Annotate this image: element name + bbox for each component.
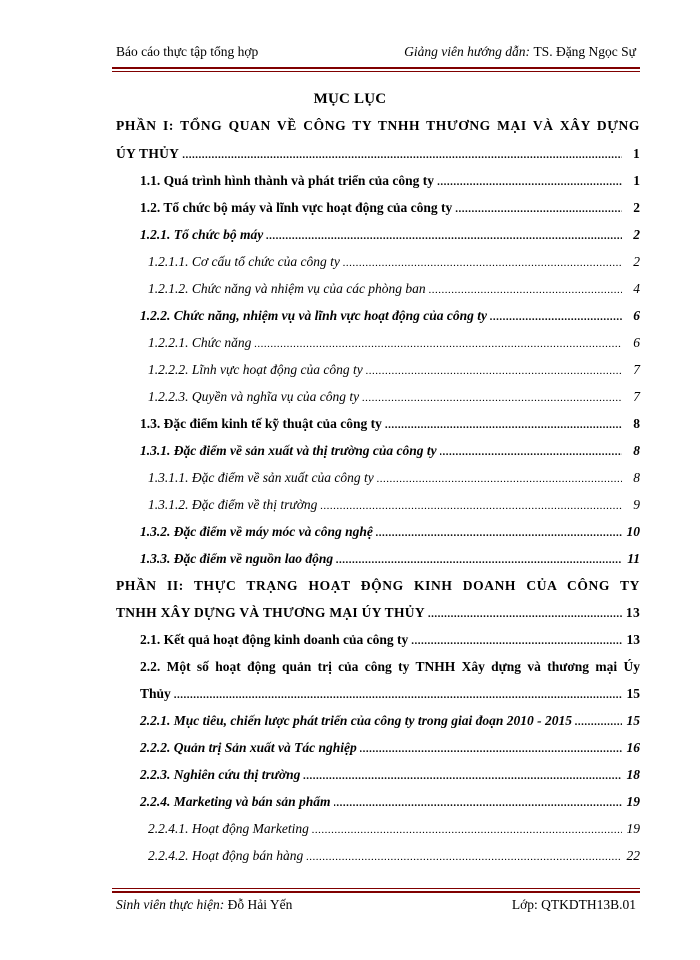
- entry-page-number: 4: [633, 281, 640, 296]
- toc-entry-1-3-1-1: [148, 470, 640, 490]
- entry-page-number: 11: [627, 551, 640, 566]
- leader-dots: [377, 473, 622, 485]
- entry-title: 1.3.1.2. Đặc điểm về thị trường: [148, 497, 318, 512]
- footer-rule: [112, 891, 640, 893]
- entry-page-number: 2: [633, 200, 640, 215]
- student-name: Đỗ Hải Yến: [227, 897, 293, 912]
- leader-dots: [254, 338, 622, 350]
- entry-page-number: 10: [626, 524, 640, 539]
- entry-title: 1.2.2.2. Lĩnh vực hoạt động của công ty: [148, 362, 363, 377]
- footer-rule-thin: [112, 888, 640, 889]
- leader-dots: [303, 770, 622, 782]
- entry-page-number: 13: [625, 605, 640, 620]
- entry-page-number: 6: [633, 335, 640, 350]
- entry-title: 2.2.4.2. Hoạt động bán hàng: [148, 848, 304, 863]
- entry-title: 2.1. Kết quả hoạt động kinh doanh của công ty: [140, 632, 409, 647]
- supervisor-name: TS. Đặng Ngọc Sự: [533, 44, 636, 59]
- entry-page-number: 16: [626, 740, 640, 755]
- entry-title: 1.2.2. Chức năng, nhiệm vụ và lĩnh vực hoạt động của công ty: [140, 308, 487, 323]
- toc-entry-1-3-3: [140, 551, 640, 571]
- toc-entry-2-2-1: [140, 713, 640, 733]
- toc-entry-2-2-cont: [140, 686, 640, 706]
- entry-page-number: 6: [633, 308, 640, 323]
- leader-dots: [334, 797, 622, 809]
- toc-entry-2-2-2: [140, 740, 640, 760]
- header-rule-thin: [112, 71, 640, 72]
- entry-page-number: 19: [626, 821, 640, 836]
- entry-title: 1.2.1. Tổ chức bộ máy: [140, 227, 264, 242]
- entry-page-number: 15: [626, 713, 640, 728]
- entry-page-number: 7: [633, 362, 640, 377]
- leader-dots: [174, 689, 622, 701]
- entry-page-number: 13: [626, 632, 640, 647]
- report-title: Báo cáo thực tập tổng hợp: [116, 44, 259, 59]
- entry-page-number: 22: [626, 848, 640, 863]
- student-info: [116, 897, 292, 913]
- leader-dots: [575, 716, 622, 728]
- toc-entry-1-1: [140, 173, 640, 193]
- toc-entry-1-3-1: [140, 443, 640, 463]
- entry-title: 1.3.1. Đặc điểm về sản xuất và thị trường của công ty: [140, 443, 437, 458]
- toc-entry-2-2-4-2: [148, 848, 640, 868]
- entry-page-number: 1: [632, 146, 640, 161]
- entry-title: 1.3.2. Đặc điểm về máy móc và công nghệ: [140, 524, 373, 539]
- entry-title: 1.2.1.1. Cơ cấu tổ chức của công ty: [148, 254, 340, 269]
- entry-title: 2.2.4. Marketing và bán sản phẩm: [140, 794, 331, 809]
- class-code: Lớp: QTKDTH13B.01: [511, 897, 636, 912]
- entry-page-number: 2: [633, 227, 640, 242]
- toc-entry-1-2-1: [140, 227, 640, 247]
- leader-dots: [266, 230, 622, 242]
- supervisor-label: Giảng viên hướng dẫn:: [404, 44, 531, 59]
- entry-title: ÚY THỦY: [116, 146, 180, 161]
- toc-entry-1-2-1-2: [148, 281, 640, 301]
- entry-page-number: 8: [633, 416, 640, 431]
- student-label: Sinh viên thực hiện:: [116, 897, 225, 912]
- leader-dots: [490, 311, 622, 323]
- entry-title: Thủy: [140, 686, 171, 701]
- toc-entry-1-2-2: [140, 308, 640, 328]
- entry-page-number: 9: [633, 497, 640, 512]
- entry-title: 1.2.2.1. Chức năng: [148, 335, 252, 350]
- leader-dots: [437, 176, 622, 188]
- leader-dots: [360, 743, 622, 755]
- toc-entry-2-2-4-1: [148, 821, 640, 841]
- entry-page-number: 8: [633, 443, 640, 458]
- entry-page-number: 18: [626, 767, 640, 782]
- entry-title: 1.2.1.2. Chức năng và nhiệm vụ của các phòng ban: [148, 281, 426, 296]
- toc-entry-1-3-2: [140, 524, 640, 544]
- entry-title: TNHH XÂY DỰNG VÀ THƯƠNG MẠI ÚY THỦY: [116, 605, 425, 620]
- entry-title: 2.2.3. Nghiên cứu thị trường: [140, 767, 301, 782]
- toc-entry-1-2-2-1: [148, 335, 640, 355]
- toc-entry-part1: [116, 146, 640, 166]
- leader-dots: [182, 149, 622, 161]
- toc-entry-1-2-2-2: [148, 362, 640, 382]
- toc-entry-1-2-1-1: [148, 254, 640, 274]
- toc-entry-2-2-4: [140, 794, 640, 814]
- entry-page-number: 1: [633, 173, 640, 188]
- entry-title: 1.3.3. Đặc điểm về nguồn lao động: [140, 551, 334, 566]
- toc-entry-2-1: [140, 632, 640, 652]
- toc-entry-part2: [116, 605, 640, 625]
- supervisor-info: [404, 44, 636, 60]
- entry-title: 1.2. Tổ chức bộ máy và lĩnh vực hoạt động của công ty: [140, 200, 453, 215]
- entry-title: 1.3.1.1. Đặc điểm về sản xuất của công ty: [148, 470, 374, 485]
- leader-dots: [306, 851, 622, 863]
- leader-dots: [312, 824, 622, 836]
- entry-title: 1.1. Quá trình hình thành và phát triển của công ty: [140, 173, 435, 188]
- leader-dots: [411, 635, 622, 647]
- leader-dots: [343, 257, 622, 269]
- entry-page-number: 8: [633, 470, 640, 485]
- entry-title: 2.2.4.1. Hoạt động Marketing: [148, 821, 309, 836]
- leader-dots: [385, 419, 622, 431]
- entry-page-number: 15: [626, 686, 640, 701]
- entry-title: 2.2.1. Mục tiêu, chiến lược phát triển của công ty trong giai đoạn 2010 - 2015: [140, 713, 572, 728]
- leader-dots: [429, 284, 622, 296]
- entry-title: 1.2.2.3. Quyền và nghĩa vụ của công ty: [148, 389, 360, 404]
- toc-entry-1-2-2-3: [148, 389, 640, 409]
- toc-entry-1-3: [140, 416, 640, 436]
- leader-dots: [455, 203, 622, 215]
- entry-page-number: 19: [626, 794, 640, 809]
- entry-title: 2.2.2. Quản trị Sản xuất và Tác nghiệp: [140, 740, 357, 755]
- entry-title: 1.3. Đặc điểm kinh tế kỹ thuật của công ty: [140, 416, 382, 431]
- page-header: [116, 42, 636, 64]
- leader-dots: [320, 500, 622, 512]
- toc-entry-1-3-1-2: [148, 497, 640, 517]
- toc-entry-1-2: [140, 200, 640, 220]
- leader-dots: [428, 608, 622, 620]
- leader-dots: [376, 527, 622, 539]
- leader-dots: [336, 554, 622, 566]
- part2-heading: PHẦN II: THỰC TRẠNG HOẠT ĐỘNG KINH DOANH CỦA CÔNG TY: [116, 578, 640, 593]
- toc-entry-2-2-3: [140, 767, 640, 787]
- leader-dots: [366, 365, 622, 377]
- leader-dots: [440, 446, 622, 458]
- entry-page-number: 7: [633, 389, 640, 404]
- leader-dots: [362, 392, 622, 404]
- part1-heading: PHẦN I: TỔNG QUAN VỀ CÔNG TY TNHH THƯƠNG MẠI VÀ XÂY DỰNG: [116, 118, 640, 133]
- entry-page-number: 2: [633, 254, 640, 269]
- toc-title: MỤC LỤC: [313, 91, 387, 107]
- header-rule: [112, 67, 640, 69]
- toc-entry-2-2: 2.2. Một số hoạt động quản trị của công ty TNHH Xây dựng và thương mại Úy: [140, 659, 640, 674]
